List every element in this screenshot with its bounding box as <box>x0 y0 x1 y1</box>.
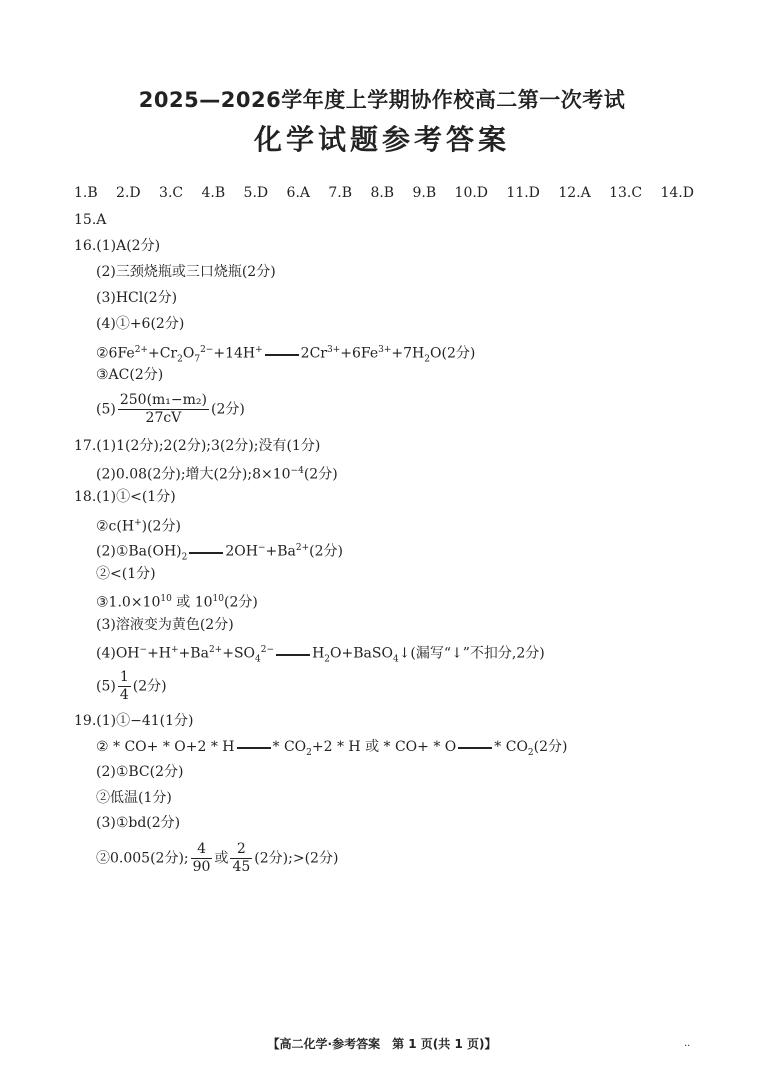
mcq-answer: 6.A <box>286 185 310 201</box>
mcq-answer: 5.D <box>243 185 269 201</box>
mcq-answer: 7.B <box>328 185 353 201</box>
answer-17-2: (2)0.08(2分);增大(2分)$;8\times 10^{-4}(2$分) <box>96 466 338 483</box>
corner-mark: .. <box>684 1038 691 1049</box>
answer-18-1: 18.(1)①<(1分) <box>74 489 176 505</box>
answer-19-2: (2)①BC(2分) <box>96 764 184 780</box>
fraction: $\frac{4}{90}$ <box>192 841 211 875</box>
equals-sign <box>237 745 271 749</box>
mcq-answer: 1.B <box>74 185 98 201</box>
answer-19-3: (3)①bd(2分) <box>96 815 181 831</box>
answer-19-2-2: ②低温(1分) <box>96 790 172 806</box>
equals-sign <box>458 745 492 749</box>
answer-18-1-2: ②c(H+)(2分) <box>96 518 181 535</box>
answer-16-3: (3)HCl(2分) <box>96 290 178 306</box>
mcq-answer: 4.B <box>201 185 226 201</box>
page-footer: 【高二化学·参考答案 第 1 页(共 1 页)】 <box>267 1037 497 1051</box>
mcq-answer: 10.D <box>454 185 489 201</box>
answer-16-1: 16.(1)A(2分) <box>74 238 161 254</box>
answer-16-2: (2)三颈烧瓶或三口烧瓶(2分) <box>96 264 276 280</box>
fraction: $\frac{1}{4}$ <box>119 669 129 703</box>
mcq-answer: 3.C <box>159 185 184 201</box>
answer-18-5: (5) $\frac{1}{4}$ (2分) <box>96 669 167 703</box>
equals-sign <box>189 550 223 554</box>
mcq-answer: 2.D <box>116 185 141 201</box>
answer-15: 15.A <box>74 212 107 228</box>
mcq-answer: 14.D <box>660 185 694 201</box>
fraction: $\frac{\text{250(m₁−m₂)}}{27cV}$ <box>119 392 207 426</box>
answer-19-3-2: ②0.005(2分); $\frac{4}{90}$ 或 $\frac{2}{45}$ (2分);>(2分) <box>96 841 339 875</box>
fraction: $\frac{2}{45}$ <box>232 841 251 875</box>
answer-18-2-2: ②<(1分) <box>96 566 156 582</box>
answer-18-2-3: $③1.0\times 10^{10}$ 或 $10^{10}(2$分) <box>96 594 258 611</box>
mcq-answer: 8.B <box>370 185 395 201</box>
answer-16-4-equation: $②6Fe^{2+}+Cr_2O_7^{2-}+14H^+$ $2Cr^{3+}+6Fe^{3+}+7H_2O(2$分) <box>96 345 476 365</box>
mcq-answers <box>74 185 694 201</box>
answer-16-5: (5) $\frac{\text{250(m₁−m₂)}}{27cV}$ (2分) <box>96 392 245 426</box>
mcq-answer: 13.C <box>609 185 643 201</box>
mcq-answer: 11.D <box>506 185 540 201</box>
mcq-answer: 9.B <box>412 185 437 201</box>
answer-18-2: $(2)①Ba(OH)_2$ $2OH^-+Ba^{2+}(2$分) <box>96 543 344 563</box>
answer-18-4: $(4)OH^-+H^++Ba^{2+}+SO_4^{2-}$ $H_2O+BaSO_4↓$(漏写“↓”不扣分,2分) <box>96 645 545 665</box>
exam-title: 2025—2026学年度上学期协作校高二第一次考试 <box>138 88 626 112</box>
answer-17-1: 17.(1)1(2分);2(2分);3(2分);没有(1分) <box>74 438 321 454</box>
answer-19-1: 19.(1)①−41(1分) <box>74 713 194 729</box>
equals-sign <box>276 652 310 656</box>
answer-16-4-3: ③AC(2分) <box>96 367 164 383</box>
answer-19-1-2: ② * $CO+ * O+2 * H * CO_2+2 * H$ 或 * $CO+ * O * CO_2(2$分) <box>96 739 568 758</box>
answer-18-3: (3)溶液变为黄色(2分) <box>96 617 234 633</box>
document-title: 化学试题参考答案 <box>253 123 510 156</box>
answer-16-4: (4)①+6(2分) <box>96 316 185 332</box>
mcq-answer: 12.A <box>558 185 591 201</box>
equals-sign <box>265 352 299 356</box>
